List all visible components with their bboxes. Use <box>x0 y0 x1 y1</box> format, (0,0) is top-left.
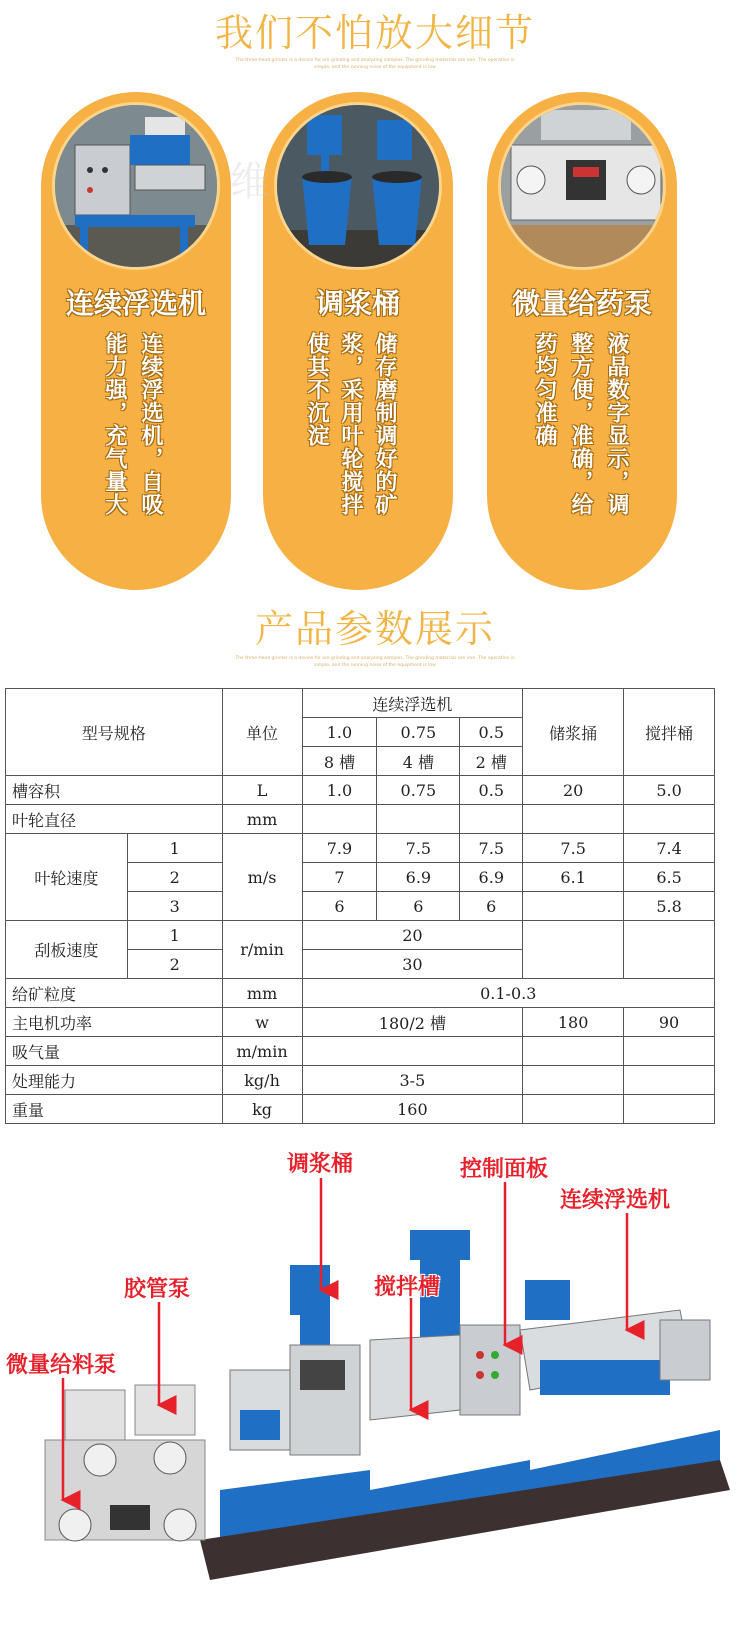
section-subtitle-line1: The three-head grinder is a device for ore grinding and analyzing samples. The grinding materials are iron. The operation is <box>235 656 515 661</box>
row-unit: mm <box>222 979 302 1008</box>
header-storage: 储浆捅 <box>523 689 624 776</box>
header-unit: 单位 <box>222 689 302 776</box>
section-subtitle-line2: simple, and the running noise of the equipment is low <box>314 663 436 668</box>
card-text-col2: 整方便，准确，给 <box>568 332 593 516</box>
card-text-col1: 储存磨制调好的矿 <box>372 332 397 516</box>
cell: 180/2 槽 <box>302 1008 523 1037</box>
header-flotation: 连续浮选机 <box>302 689 523 718</box>
row-sub: 2 <box>127 950 222 979</box>
callout-slurry-tank: 调浆桶 <box>287 1152 354 1177</box>
header-cells: 2 槽 <box>460 747 523 776</box>
row-label: 刮板速度 <box>6 921 128 979</box>
row-label: 主电机功率 <box>6 1008 223 1037</box>
cell: 7 <box>302 863 377 892</box>
cell: 7.5 <box>523 834 624 863</box>
watermark: 维 <box>230 159 270 205</box>
callout-hose-pump: 胶管泵 <box>124 1277 191 1302</box>
callout-flotation: 连续浮选机 <box>560 1188 671 1213</box>
header-model: 型号规格 <box>6 689 223 776</box>
cell: 5.8 <box>624 892 715 921</box>
callout-mixing-tank: 搅拌槽 <box>374 1275 441 1300</box>
row-label: 叶轮速度 <box>6 834 128 921</box>
row-sub: 2 <box>127 863 222 892</box>
card-text-col1: 液晶数字显示，调 <box>604 332 629 516</box>
card-text-col2: 浆，采用叶轮搅拌 <box>338 332 363 516</box>
cell: 7.5 <box>377 834 460 863</box>
section-title-params: 产品参数展示 <box>254 607 495 651</box>
row-unit: m/min <box>222 1037 302 1066</box>
row-label: 处理能力 <box>6 1066 223 1095</box>
cell: 0.75 <box>377 776 460 805</box>
row-sub: 1 <box>127 834 222 863</box>
cell: 3-5 <box>302 1066 523 1095</box>
cell: 20 <box>302 921 523 950</box>
cell: 0.1-0.3 <box>302 979 714 1008</box>
card-text-col1: 连续浮选机，自吸 <box>138 332 163 516</box>
row-unit: m/s <box>222 834 302 921</box>
row-sub: 3 <box>127 892 222 921</box>
header-mixer: 搅拌桶 <box>624 689 715 776</box>
card-title-flotation: 连续浮选机 <box>65 287 206 320</box>
card-text-col3: 使其不沉淀 <box>304 332 329 447</box>
row-label: 槽容积 <box>6 776 223 805</box>
cell: 6 <box>302 892 377 921</box>
header-size: 0.5 <box>460 718 523 747</box>
callout-micro-feed-pump: 微量给料泵 <box>6 1353 117 1378</box>
cell: 30 <box>302 950 523 979</box>
cell: 6.9 <box>460 863 523 892</box>
header-cells: 8 槽 <box>302 747 377 776</box>
cell: 0.5 <box>460 776 523 805</box>
cell: 90 <box>624 1008 715 1037</box>
section-subtitle-line1: The three-head grinder is a device for ore grinding and analyzing samples. The grinding materials are iron. The operation is <box>235 58 515 63</box>
row-unit: kg/h <box>222 1066 302 1095</box>
row-label: 重量 <box>6 1095 223 1124</box>
callout-control-panel: 控制面板 <box>460 1157 549 1182</box>
card-text-col2: 能力强，充气量大 <box>102 332 127 516</box>
row-sub: 1 <box>127 921 222 950</box>
row-unit: r/min <box>222 921 302 979</box>
header-size: 0.75 <box>377 718 460 747</box>
cell: 5.0 <box>624 776 715 805</box>
cell: 6 <box>377 892 460 921</box>
cell: 6 <box>460 892 523 921</box>
cell: 6.9 <box>377 863 460 892</box>
row-label: 叶轮直径 <box>6 805 223 834</box>
cell: 7.5 <box>460 834 523 863</box>
section-title-details: 我们不怕放大细节 <box>214 11 535 55</box>
cell: 180 <box>523 1008 624 1037</box>
row-unit: w <box>222 1008 302 1037</box>
section-subtitle-line2: simple, and the running noise of the equipment is low <box>314 65 436 70</box>
cell: 1.0 <box>302 776 377 805</box>
card-text-col3: 药均匀准确 <box>532 332 557 447</box>
row-unit: L <box>222 776 302 805</box>
cell: 160 <box>302 1095 523 1124</box>
header-cells: 4 槽 <box>377 747 460 776</box>
header-size: 1.0 <box>302 718 377 747</box>
row-unit: kg <box>222 1095 302 1124</box>
cell: 7.9 <box>302 834 377 863</box>
card-title-dosing: 微量给药泵 <box>511 287 652 320</box>
cell: 20 <box>523 776 624 805</box>
cell: 6.1 <box>523 863 624 892</box>
row-unit: mm <box>222 805 302 834</box>
card-title-slurry: 调浆桶 <box>315 287 400 320</box>
cell: 6.5 <box>624 863 715 892</box>
row-label: 给矿粒度 <box>6 979 223 1008</box>
row-label: 吸气量 <box>6 1037 223 1066</box>
cell: 7.4 <box>624 834 715 863</box>
